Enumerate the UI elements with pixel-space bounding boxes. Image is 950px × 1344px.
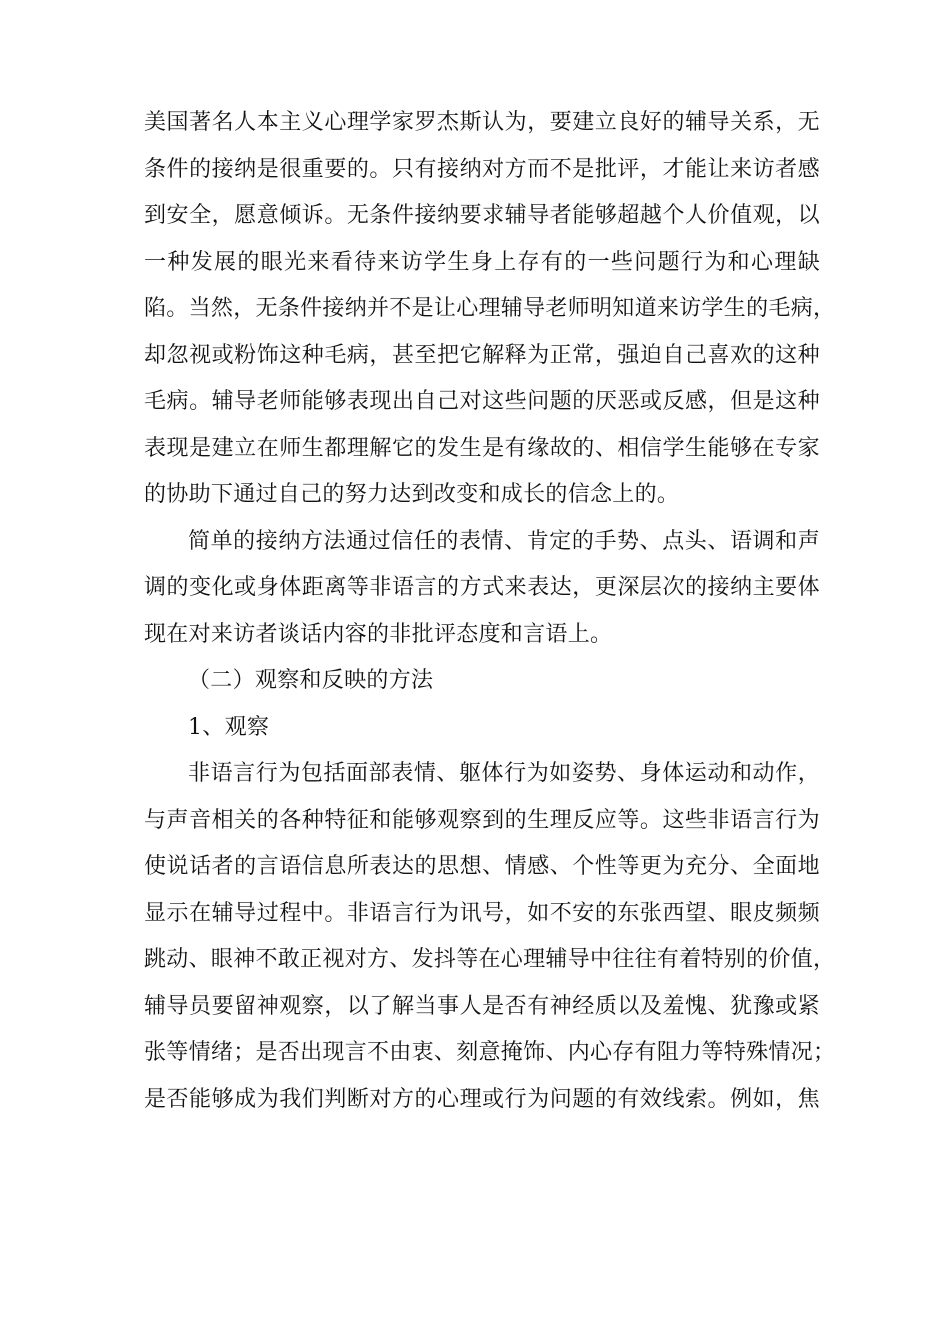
text-line: 张等情绪；是否出现言不由衷、刻意掩饰、内心存有阻力等特殊情况； xyxy=(144,1040,836,1065)
text-line: 到安全，愿意倾诉。无条件接纳要求辅导者能够超越个人价值观，以 xyxy=(144,203,820,228)
paragraph-rogers-acceptance xyxy=(144,100,836,519)
section-title: （二）观察和反映的方法 xyxy=(188,668,434,693)
section-heading xyxy=(144,658,820,705)
text-line: 现在对来访者谈话内容的非批评态度和言语上。 xyxy=(144,621,613,647)
text-line: 调的变化或身体距离等非语言的方式来表达，更深层次的接纳主要体 xyxy=(144,575,820,600)
text-line: 辅导员要留神观察，以了解当事人是否有神经质以及羞愧、犹豫或紧 xyxy=(144,993,820,1019)
text-line: 非语言行为包括面部表情、躯体行为如姿势、身体运动和动作， xyxy=(188,761,820,786)
subsection-heading xyxy=(144,705,820,752)
text-line: 陷。当然，无条件接纳并不是让心理辅导老师明知道来访学生的毛病， xyxy=(144,296,836,321)
text-line: 条件的接纳是很重要的。只有接纳对方而不是批评，才能让来访者感 xyxy=(144,156,820,182)
text-line: 简单的接纳方法通过信任的表情、肯定的手势、点头、语调和声 xyxy=(188,528,820,554)
subsection-title: 1、观察 xyxy=(188,714,270,740)
text-line: 与声音相关的各种特征和能够观察到的生理反应等。这些非语言行为 xyxy=(144,807,820,833)
text-line: 使说话者的言语信息所表达的思想、情感、个性等更为充分、全面地 xyxy=(144,854,820,879)
text-line: 显示在辅导过程中。非语言行为讯号，如不安的东张西望、眼皮频频 xyxy=(144,900,820,926)
document-body xyxy=(144,100,836,1123)
text-line: 一种发展的眼光来看待来访学生身上存有的一些问题行为和心理缺 xyxy=(144,249,820,275)
text-line: 的协助下通过自己的努力达到改变和成长的信念上的。 xyxy=(144,482,680,507)
text-line: 毛病。辅导老师能够表现出自己对这些问题的厌恶或反感，但是这种 xyxy=(144,389,820,414)
text-line: 是否能够成为我们判断对方的心理或行为问题的有效线索。例如，焦 xyxy=(144,1086,820,1112)
paragraph-nonverbal-behavior xyxy=(144,751,836,1123)
text-line: 却忽视或粉饰这种毛病，甚至把它解释为正常，强迫自己喜欢的这种 xyxy=(144,342,820,368)
text-line: 美国著名人本主义心理学家罗杰斯认为，要建立良好的辅导关系，无 xyxy=(144,110,820,135)
text-line: 表现是建立在师生都理解它的发生是有缘故的、相信学生能够在专家 xyxy=(144,435,820,461)
paragraph-simple-acceptance xyxy=(144,519,820,659)
text-line: 跳动、眼神不敢正视对方、发抖等在心理辅导中往往有着特别的价值， xyxy=(144,947,836,972)
